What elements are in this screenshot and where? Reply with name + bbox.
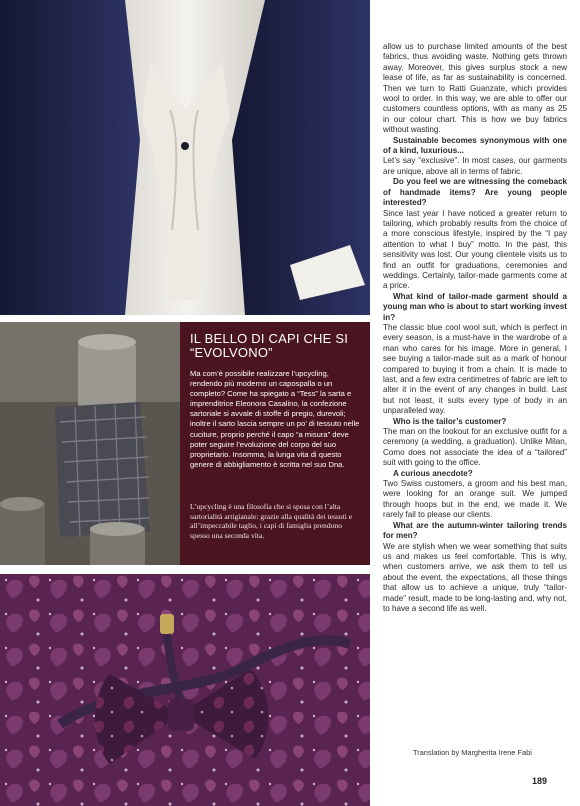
article-column	[383, 42, 567, 614]
interview-question: A curious anecdote?	[393, 468, 473, 478]
suit-photo	[0, 0, 370, 315]
interview-question: Sustainable becomes synonymous with one of a kind, luxurious...	[383, 135, 567, 156]
interview-question: Do you feel we are witnessing the comeback of handmade items? Are young people interested?	[383, 177, 567, 208]
interview-answer: Since last year I have noticed a greater return to tailoring, which probably results from the choice of a more conscious lifestyle, inspired by the “I pay attention to what I buy” motto. In the past, this sensitivity was lost. Our young clientele visits us to find an outfit for graduations, ceremonies and weddings. Certainly, tailor-made garments come at a price.	[383, 208, 567, 291]
interview-question: Who is the tailor’s customer?	[393, 416, 507, 426]
interview-question: What kind of tailor-made garment should a young man who is about to start working invest in?	[383, 291, 567, 322]
interview-question: What are the autumn-winter tailoring trends for men?	[383, 520, 567, 541]
interview-answer: We are stylish when we wear something that suits us and makes us feel comfortable. This is why, when customers arrive, we ask them to tell us about the event, the expectations, all those things that allow us to achieve a unique, truly “tailor-made” result, made to be long-lasting and, why not, to have a second life as well.	[383, 541, 568, 613]
bowtie-photo	[0, 574, 370, 806]
interview-answer: Let’s say “exclusive”. In most cases, our garments are unique, above all in terms of fabric.	[383, 156, 567, 176]
sidebar-quote: L’upcycling è una filosofia che si sposa con l’alta sartorialità artigianale: grazie alla qualità dei tessuti e all’impeccabile taglio, i capi di famiglia prendono spesso una seconda vita.	[190, 502, 353, 540]
fabric-photo	[0, 322, 180, 565]
sidebar-title: IL BELLO DI CAPI CHE SI “EVOLVONO”	[190, 331, 349, 360]
article-paragraph: allow us to purchase limited amounts of the best fabrics, thus avoiding waste. Nothing gets thrown away. Moreover, this gives surplus stock a new lease of life, as far as sustainability is concerned. Then we turn to Ratti Guanzate, which provides wool to order. In this way, we are able to offer our customers countless options, with as many as 25 in our colour chart. This is how we buy fabrics without wasting.	[383, 42, 567, 135]
interview-answer: The classic blue cool wool suit, which is perfect in every season, is a must-have in the wardrobe of a man who cares for his image. More in general, I see buying a tailor-made suit as a mark of honour compared to buying it from a chain. It is made to last, and a few extra centimetres of fabric are left to alter it in the event of any changes in build. Last but not least, it suits every type of body in an unparalleled way.	[383, 322, 567, 416]
interview-answer: The man on the lookout for an exclusive outfit for a ceremony (a wedding, a graduation). Unlike Milan, Como does not associate the idea of a “tailored” suit with going to the office.	[383, 427, 567, 468]
sidebar-body: Ma com’è possibile realizzare l’upcycling, rendendo più moderno un capospalla o un completo? Come ha spiegato a “Tess” la sarta e imprenditrice Eleonora Casalino, la confezione sartoriale si avvale di stoffe di pregio, durevoli; inoltre il sarto lascia sempre un po’ di tessuto nelle cuciture, proprio perché il capo “a misura” deve poter seguire l’evoluzione del corpo del suo proprietario. Insomma, la lunga vita di questo genere di abbigliamento è scritta nel suo Dna.	[190, 369, 360, 469]
translator-credit: Translation by Margherita Irene Fabi	[413, 748, 532, 757]
page-number: 189	[532, 776, 548, 786]
sidebar-box	[180, 322, 370, 565]
interview-answer: Two Swiss customers, a groom and his best man, were looking for an orange suit. We jumped through hoops but in the end, we made it. We rarely fail to please our clients.	[383, 479, 567, 520]
